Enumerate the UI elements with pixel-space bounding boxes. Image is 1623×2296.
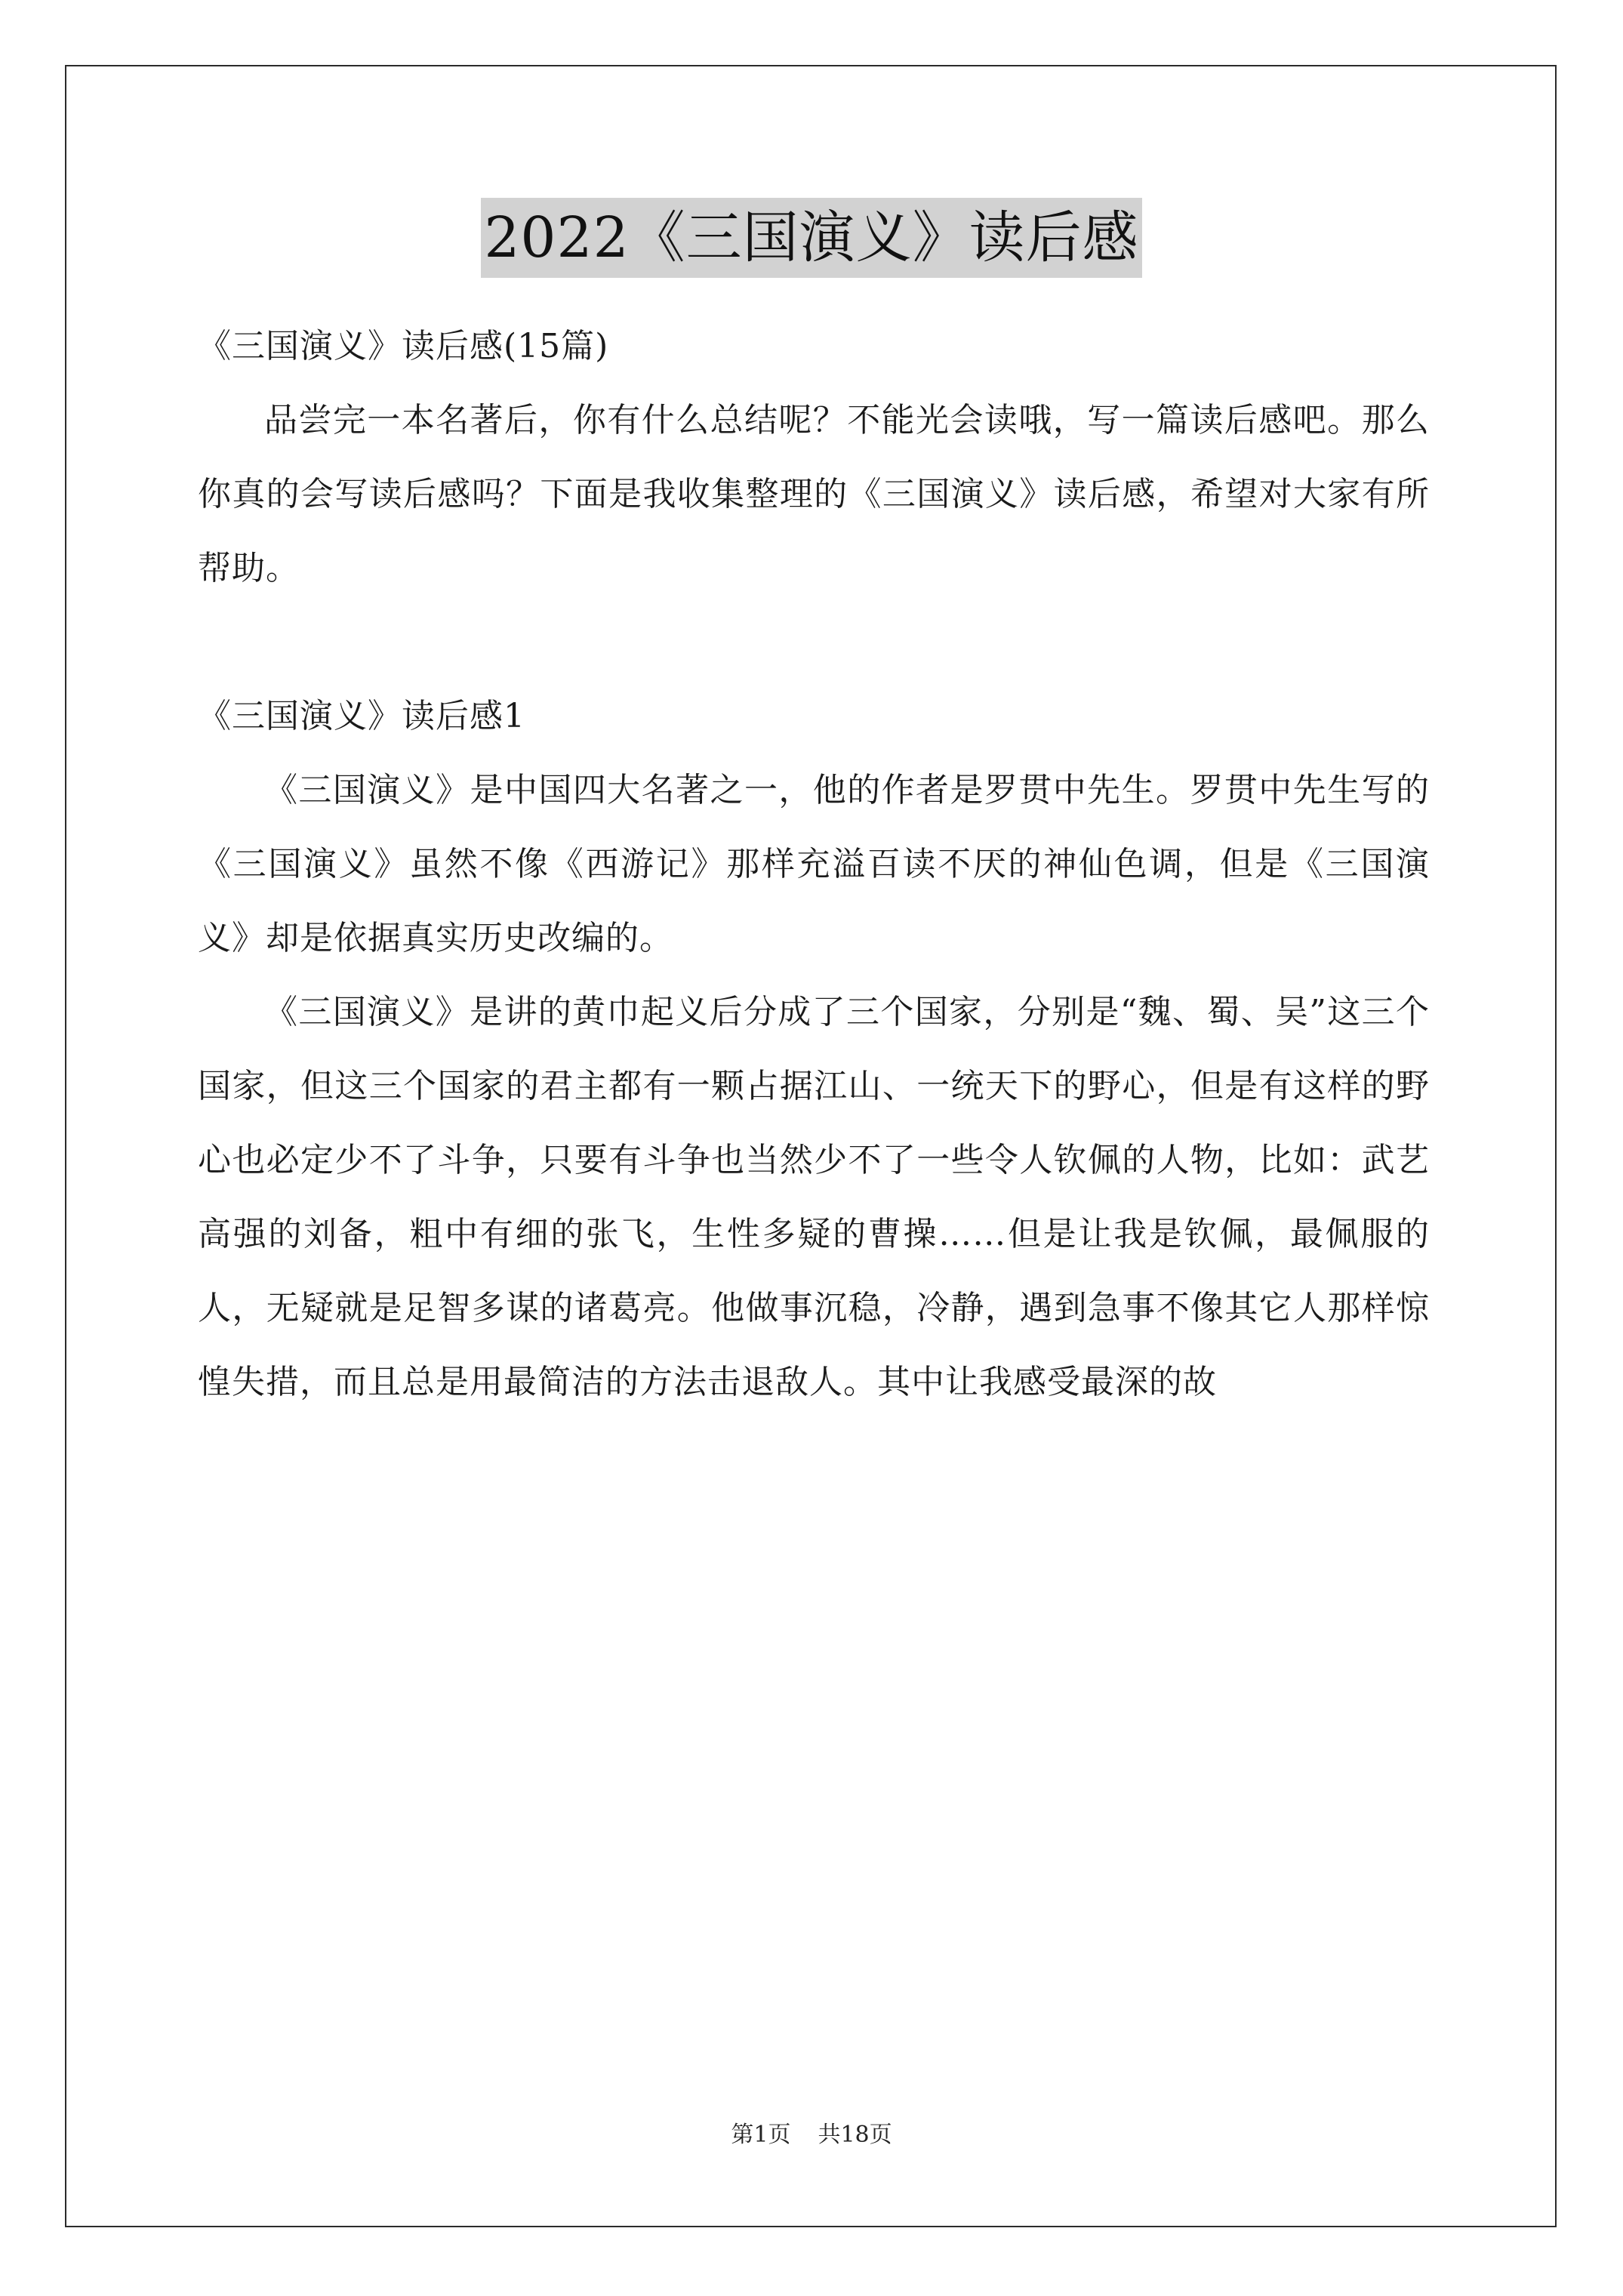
title-container [0, 198, 1623, 278]
body-paragraph: 《三国演义》是中国四大名著之一，他的作者是罗贯中先生。罗贯中先生写的《三国演义》虽然不像《西游记》那样充溢百读不厌的神仙色调，但是《三国演义》却是依据真实历史改编的。 [198, 771, 1430, 957]
document-title: 2022《三国演义》读后感 [481, 198, 1141, 278]
intro-paragraph: 品尝完一本名著后，你有什么总结呢？不能光会读哦，写一篇读后感吧。那么你真的会写读后感吗？下面是我收集整理的《三国演义》读后感，希望对大家有所帮助。 [198, 401, 1430, 587]
document-body [198, 310, 1430, 1419]
page-number: 第1页 [731, 2122, 791, 2148]
body-paragraph: 《三国演义》是讲的黄巾起义后分成了三个国家，分别是“魏、蜀、吴”这三个国家，但这三个国家的君主都有一颗占据江山、一统天下的野心，但是有这样的野心也必定少不了斗争，只要有斗争也当然少不了一些令人钦佩的人物，比如：武艺高强的刘备，粗中有细的张飞，生性多疑的曹操……但是让我是钦佩，最佩服的人，无疑就是足智多谋的诸葛亮。他做事沉稳，冷静，遇到急事不像其它人那样惊惶失措，而且总是用最简洁的方法击退敌人。其中让我感受最深的故 [198, 993, 1430, 1401]
page-footer [0, 2120, 1623, 2150]
page-total: 共18页 [818, 2122, 892, 2148]
document-subtitle: 《三国演义》读后感(15篇) [198, 327, 609, 365]
section-heading: 《三国演义》读后感1 [198, 697, 525, 735]
